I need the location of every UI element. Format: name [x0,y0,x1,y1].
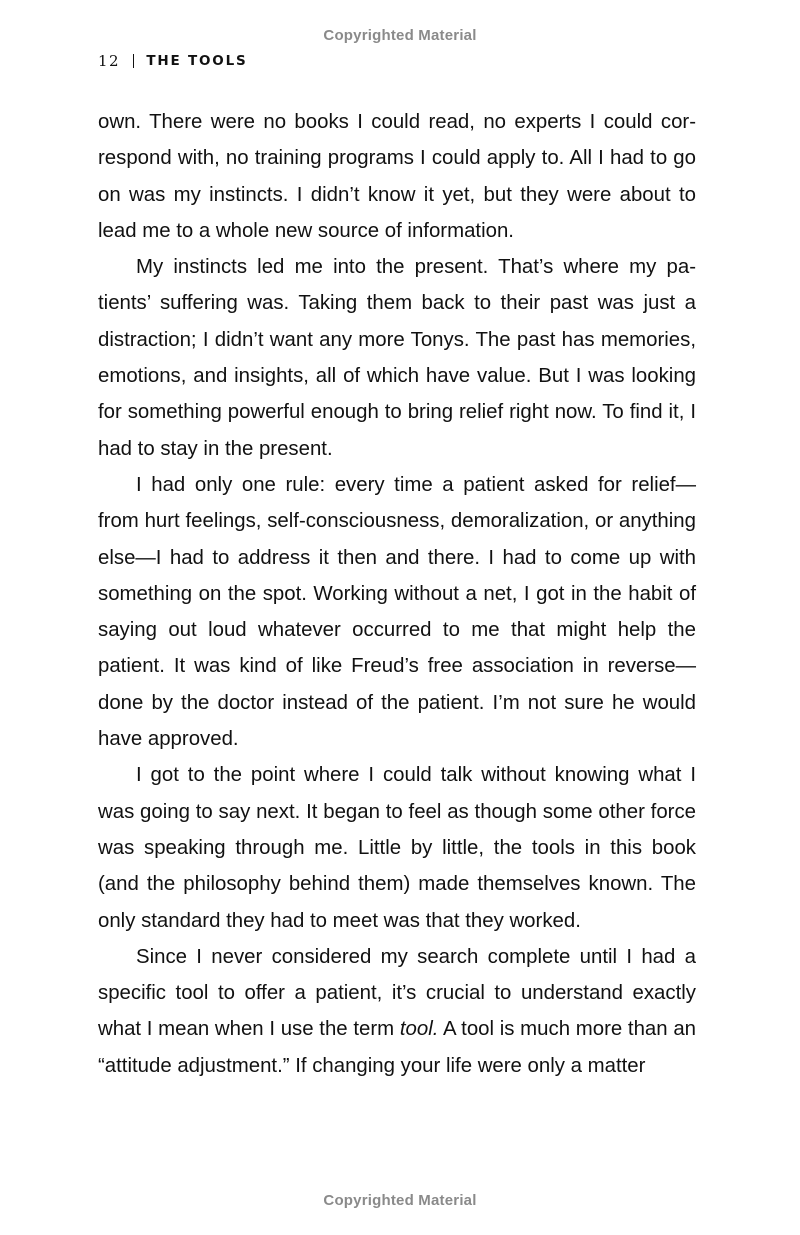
paragraph-1: own. There were no books I could read, no experts I could correspond with, no training programs I could apply to. All I had to go on was my instincts. I didn’t know it yet, but they were about to lead me to a whole new source of information. [98,111,696,242]
header-divider [133,54,135,68]
paragraph-3: I had only one rule: every time a patient asked for relief— from hurt feelings, self-consciousness, demoralization, or anything else—I had to address it then and there. I had to come up with something on the spot. Working without a net, I got in the habit of saying out loud whatever occurred to me that might help the patient. It was kind of like Freud’s free association in reverse—done by the doctor instead of the patient. I’m not sure he would have approved. [98,473,696,751]
paragraph-5-text-end: A tool is much more than an “attitude adjustment.” If changing your life were only a matter [98,1018,696,1077]
section-title: THE TOOLS [146,53,248,69]
paragraph-4: I got to the point where I could talk without knowing what I was going to say next. It began to feel as though some other force was speaking through me. Little by little, the tools in this book (and the philosophy behind them) made themselves known. The only standard they had to meet was that they worked. [98,764,696,932]
body-text [98,104,696,1084]
copyright-watermark-bottom: Copyrighted Material [323,1192,477,1209]
paragraph-2: My instincts led me into the present. That’s where my patients’ suffering was. Taking them back to their past was just a distraction; I didn’t want any more Tonys. The past has memories, emotions, and insights, all of which have value. But I was looking for something powerful enough to bring relief right now. To find it, I had to stay in the present. [98,256,696,460]
copyright-watermark-top: Copyrighted Material [323,27,477,44]
paragraph-5-text-start: Since I never considered my search complete until I had a specific tool to offer a patient, it’s crucial to understand exactly what I mean when I use the term [98,945,696,1041]
running-head [98,52,248,70]
page-number: 12 [98,52,120,70]
italic-term-tool: tool. [399,1018,439,1041]
paragraph-5 [98,939,696,1084]
